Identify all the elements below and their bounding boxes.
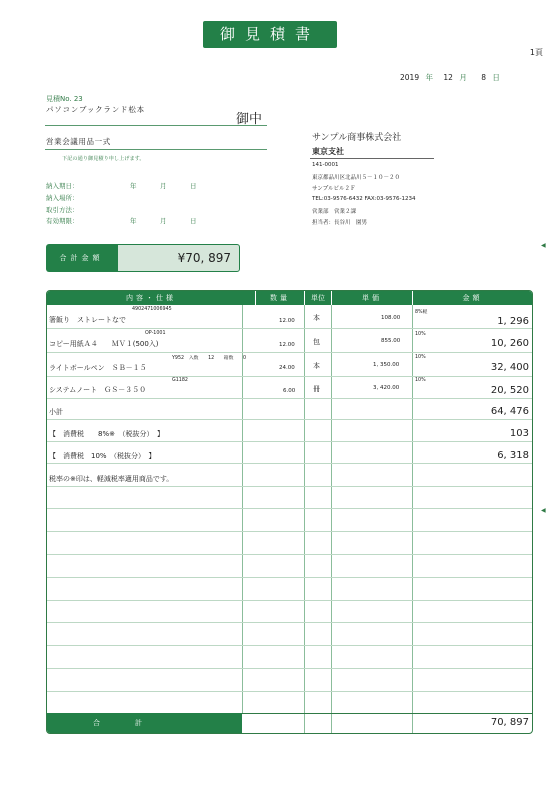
date-day: 8 bbox=[481, 73, 486, 82]
total-amount-value: ¥70, 897 bbox=[117, 244, 240, 272]
row-divider bbox=[47, 531, 532, 532]
row-divider bbox=[47, 328, 532, 329]
item-tax-mark: 10% bbox=[415, 378, 426, 383]
validity-day-unit: 日 bbox=[190, 217, 197, 225]
date-year: 2019 bbox=[400, 73, 420, 82]
item-amount: 1, 296 bbox=[497, 316, 529, 327]
subject-line: 営業会議用品一式 bbox=[46, 137, 111, 146]
item-name: システムノート ＧＳ－３５０ bbox=[49, 386, 147, 394]
row-divider bbox=[47, 398, 532, 399]
item-qty: 12.00 bbox=[279, 342, 295, 348]
item-tax-mark: 10% bbox=[415, 332, 426, 337]
date-day-unit: 日 bbox=[492, 73, 500, 82]
company-address1: 東京都品川区北品川５－１０－２０ bbox=[312, 175, 401, 181]
item-price: 108.00 bbox=[381, 315, 401, 321]
validity-year-unit: 年 bbox=[130, 217, 137, 225]
item-qty: 24.00 bbox=[279, 365, 295, 371]
item-price: 855.00 bbox=[381, 338, 401, 344]
customer-name: パソコンブックランド松本 bbox=[46, 105, 145, 114]
item-name: 箸飯り ストレートなで bbox=[49, 316, 126, 324]
item-price: 3, 420.00 bbox=[373, 385, 400, 391]
row-divider bbox=[47, 419, 532, 420]
tax-footnote: 税率の※印は、軽減税率適用商品です。 bbox=[49, 475, 174, 483]
company-branch: 東京支社 bbox=[312, 147, 344, 156]
header-item: 内容・仕様 bbox=[47, 291, 255, 305]
row-divider bbox=[47, 486, 532, 487]
row-divider bbox=[47, 691, 532, 692]
grand-total-value: 70, 897 bbox=[490, 717, 529, 728]
header-price: 単価 bbox=[332, 291, 412, 305]
estimate-number: 見積No. 23 bbox=[46, 95, 83, 103]
item-code: Y952 入数 12 箱数 0 bbox=[172, 356, 247, 361]
item-unit: 本 bbox=[313, 314, 320, 322]
grand-total-label bbox=[47, 713, 242, 733]
issue-date bbox=[400, 72, 500, 83]
margin-marker-icon: ◀ bbox=[541, 242, 546, 249]
company-divider bbox=[310, 158, 434, 159]
row-divider bbox=[47, 352, 532, 353]
company-name: サンプル商事株式会社 bbox=[312, 133, 402, 143]
info-label-validity: 有効期限： bbox=[46, 217, 79, 225]
customer-underline bbox=[45, 125, 267, 126]
row-divider bbox=[47, 577, 532, 578]
item-tax-mark: 8%軽 bbox=[415, 310, 428, 315]
info-label-payment: 取引方法： bbox=[46, 206, 79, 214]
column-divider bbox=[242, 305, 243, 713]
item-amount: 10, 260 bbox=[490, 338, 529, 349]
item-unit: 包 bbox=[313, 338, 320, 346]
item-tax-mark: 10% bbox=[415, 355, 426, 360]
header-unit: 単位 bbox=[305, 291, 331, 305]
date-month-unit: 月 bbox=[459, 73, 467, 82]
page-number: 1頁 bbox=[529, 48, 543, 57]
row-divider bbox=[47, 376, 532, 377]
validity-month-unit: 月 bbox=[160, 217, 167, 225]
item-name: ライトボールペン ＳＢ－１５ bbox=[49, 364, 147, 372]
row-divider bbox=[47, 600, 532, 601]
delivery-day-unit: 日 bbox=[190, 182, 197, 190]
row-divider bbox=[47, 463, 532, 464]
company-tel-fax: TEL:03-9576-6432 FAX:03-9576-1234 bbox=[312, 196, 416, 202]
row-divider bbox=[47, 441, 532, 442]
item-unit: 冊 bbox=[313, 385, 320, 393]
delivery-month-unit: 月 bbox=[160, 182, 167, 190]
item-name: コピー用紙Ａ４ ＭＶ１(500入) bbox=[49, 340, 159, 348]
header-qty: 数量 bbox=[256, 291, 304, 305]
info-label-delivery-place: 納入場所： bbox=[46, 194, 79, 202]
tax8-value: 103 bbox=[509, 428, 529, 439]
row-divider bbox=[47, 668, 532, 669]
subtotal-value: 64, 476 bbox=[490, 406, 529, 417]
header-amount: 金額 bbox=[413, 291, 532, 305]
row-divider bbox=[47, 645, 532, 646]
subtotal-label: 小計 bbox=[49, 408, 63, 416]
item-code: 4902471006945 bbox=[132, 307, 172, 312]
customer-honorific: 御中 bbox=[236, 112, 263, 127]
item-amount: 32, 400 bbox=[490, 362, 529, 373]
grand-total-label-text: 合 計 bbox=[93, 719, 142, 727]
tax10-label: 【 消費税 10% （税抜分） 】 bbox=[49, 452, 156, 460]
company-address2: サンプルビル２Ｆ bbox=[312, 186, 356, 192]
row-divider bbox=[47, 622, 532, 623]
row-divider bbox=[47, 508, 532, 509]
date-year-unit: 年 bbox=[425, 73, 433, 82]
row-divider bbox=[47, 554, 532, 555]
item-amount: 20, 520 bbox=[490, 385, 529, 396]
margin-marker-icon: ◀ bbox=[541, 507, 546, 514]
item-price: 1, 350.00 bbox=[373, 362, 400, 368]
company-postal: 141-0001 bbox=[312, 162, 339, 168]
tax8-label: 【 消費税 8%※ （税抜分） 】 bbox=[49, 430, 164, 438]
delivery-year-unit: 年 bbox=[130, 182, 137, 190]
estimate-note: 下記の通り御見積り申し上げます。 bbox=[62, 156, 145, 162]
date-month: 12 bbox=[443, 73, 453, 82]
item-code: OP-1001 bbox=[145, 331, 166, 336]
tax10-value: 6, 318 bbox=[497, 450, 529, 461]
company-person: 担当者：長谷川 園男 bbox=[312, 220, 368, 226]
item-unit: 本 bbox=[313, 362, 320, 370]
company-dept: 営業部 営業２課 bbox=[312, 209, 357, 215]
item-code: G1182 bbox=[172, 378, 188, 383]
item-qty: 6.00 bbox=[283, 388, 296, 394]
item-qty: 12.00 bbox=[279, 318, 295, 324]
total-amount-label: 合計金額 bbox=[46, 244, 117, 272]
estimate-table bbox=[46, 290, 533, 734]
info-label-delivery-date: 納入期日： bbox=[46, 182, 79, 190]
subject-underline bbox=[45, 149, 267, 150]
document-title: 御見積書 bbox=[203, 21, 337, 48]
